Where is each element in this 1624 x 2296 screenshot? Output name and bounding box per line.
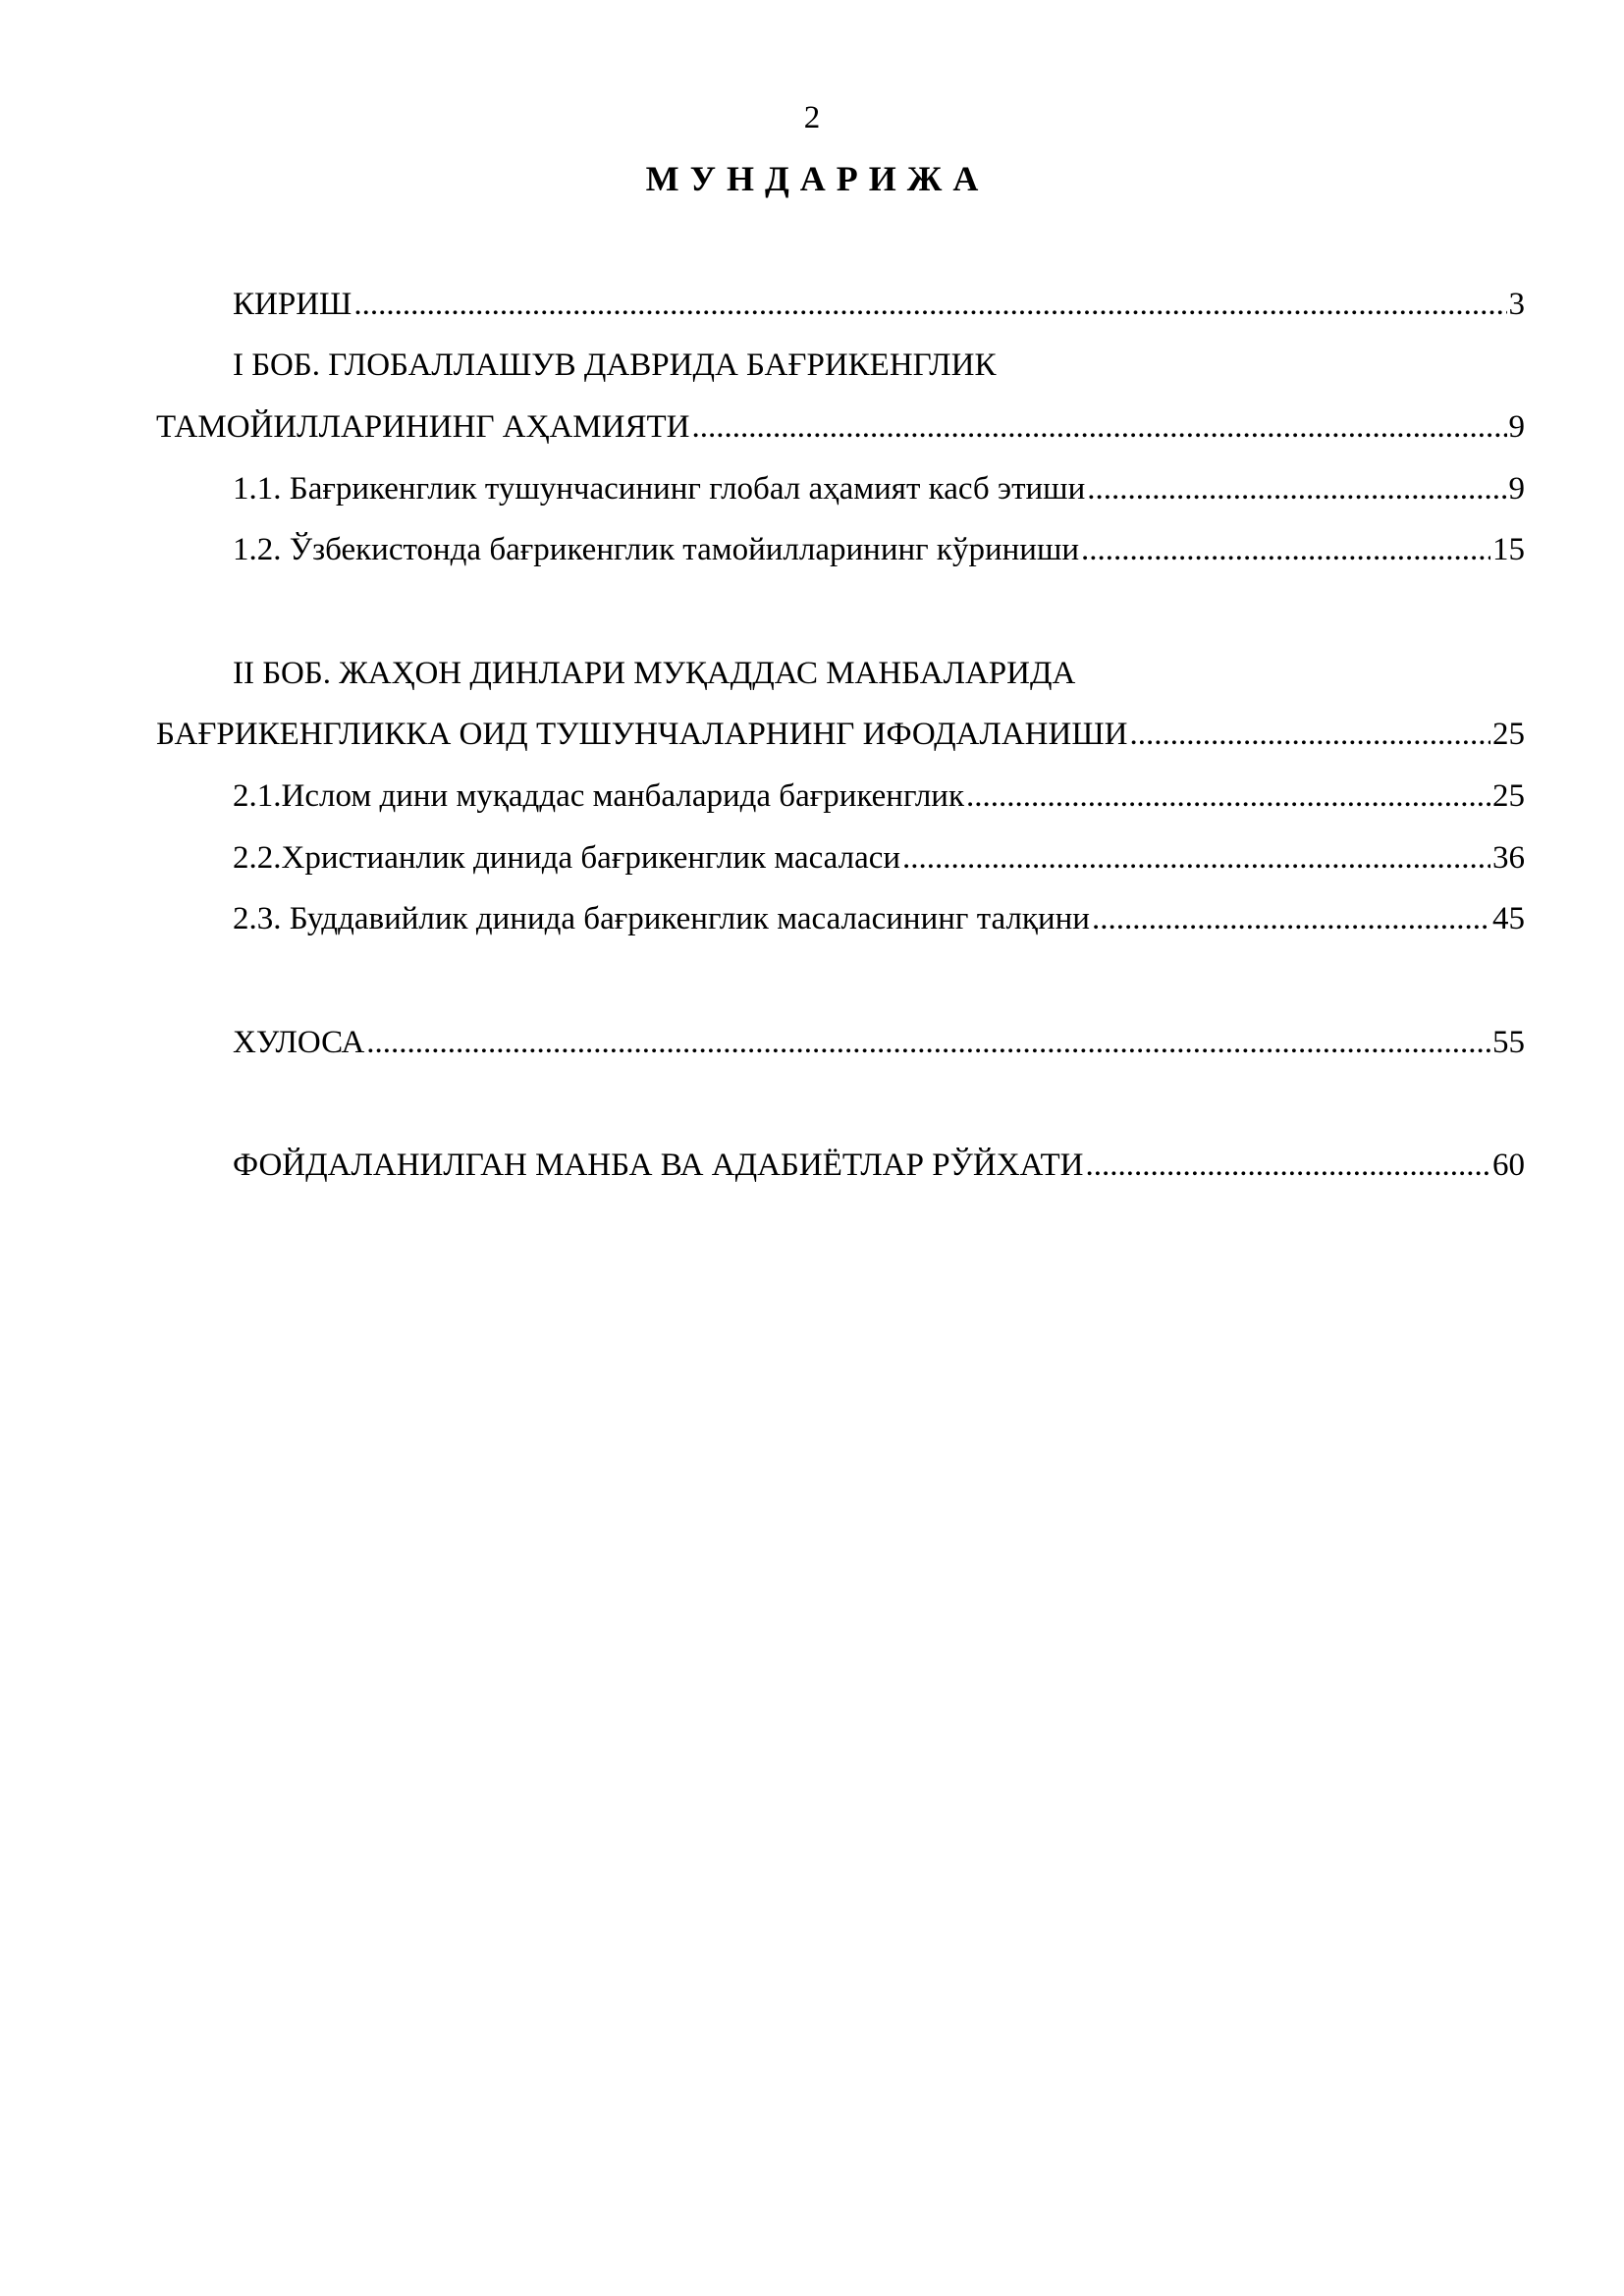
page-title: МУНДАРИЖА [645, 159, 990, 198]
toc-entry-page: 45 [1492, 901, 1525, 936]
toc-leader-dots [1129, 713, 1490, 756]
toc-leader-dots [902, 836, 1490, 880]
toc-leader-dots [1087, 467, 1506, 510]
toc-leader-dots [1086, 1144, 1491, 1187]
toc-entry-section-1-1[interactable] [233, 467, 1525, 510]
toc-entry-label: II БОБ. ЖАҲОН ДИНЛАРИ МУҚАДДАС МАНБАЛАРИДА [233, 656, 1076, 691]
toc-entry-page: 60 [1492, 1148, 1525, 1183]
toc-entry-label: КИРИШ [233, 287, 352, 322]
toc-entry-references[interactable] [233, 1144, 1525, 1187]
page-number: 2 [803, 100, 821, 135]
toc-entry-label: 1.2. Ўзбекистонда бағрикенглик тамойилларининг кўриниши [233, 532, 1080, 567]
toc-chapter1-title-line1[interactable] [233, 344, 1525, 387]
toc-entry-chapter1[interactable] [156, 405, 1525, 449]
toc-chapter2-title-line1[interactable] [233, 652, 1525, 695]
toc-leader-dots [1081, 528, 1490, 571]
toc-leader-dots [691, 405, 1506, 449]
toc-entry-page: 3 [1508, 287, 1525, 322]
toc-entry-page: 36 [1492, 840, 1525, 876]
toc-entry-conclusion[interactable] [233, 1021, 1525, 1064]
toc-entry-label: 1.1. Бағрикенглик тушунчасининг глобал аҳамият касб этиши [233, 471, 1086, 507]
toc-entry-label: 2.2.Христианлик динида бағрикенглик масаласи [233, 840, 901, 876]
toc-entry-page: 55 [1492, 1025, 1525, 1060]
toc-entry-label: ХУЛОСА [233, 1025, 365, 1060]
toc-entry-section-2-2[interactable] [233, 836, 1525, 880]
toc-entry-section-1-2[interactable] [233, 528, 1525, 571]
toc-leader-dots [353, 283, 1506, 326]
toc-entry-label: I БОБ. ГЛОБАЛЛАШУВ ДАВРИДА БАҒРИКЕНГЛИК [233, 347, 997, 383]
toc-entry-label: БАҒРИКЕНГЛИККА ОИД ТУШУНЧАЛАРНИНГ ИФОДАЛАНИШИ [156, 717, 1128, 752]
toc-entry-label: 2.3. Буддавийлик динида бағрикенглик масаласининг талқини [233, 901, 1090, 936]
toc-entry-label: 2.1.Ислом дини муқаддас манбаларида бағрикенглик [233, 778, 964, 814]
toc-leader-dots [966, 774, 1490, 818]
toc-entry-page: 25 [1492, 778, 1525, 814]
toc-entry-page: 25 [1492, 717, 1525, 752]
toc-entry-intro[interactable] [233, 283, 1525, 326]
toc-leader-dots [366, 1021, 1490, 1064]
toc-entry-page: 15 [1492, 532, 1525, 567]
toc-leader-dots [1092, 897, 1490, 940]
toc-entry-label: ТАМОЙИЛЛАРИНИНГ АҲАМИЯТИ [156, 409, 690, 445]
toc-entry-page: 9 [1508, 409, 1525, 445]
toc-entry-section-2-3[interactable] [233, 897, 1525, 940]
toc-entry-label: ФОЙДАЛАНИЛГАН МАНБА ВА АДАБИЁТЛАР РЎЙХАТИ [233, 1148, 1084, 1183]
toc-entry-page: 9 [1508, 471, 1525, 507]
toc-entry-section-2-1[interactable] [233, 774, 1525, 818]
toc-entry-chapter2[interactable] [156, 713, 1525, 756]
